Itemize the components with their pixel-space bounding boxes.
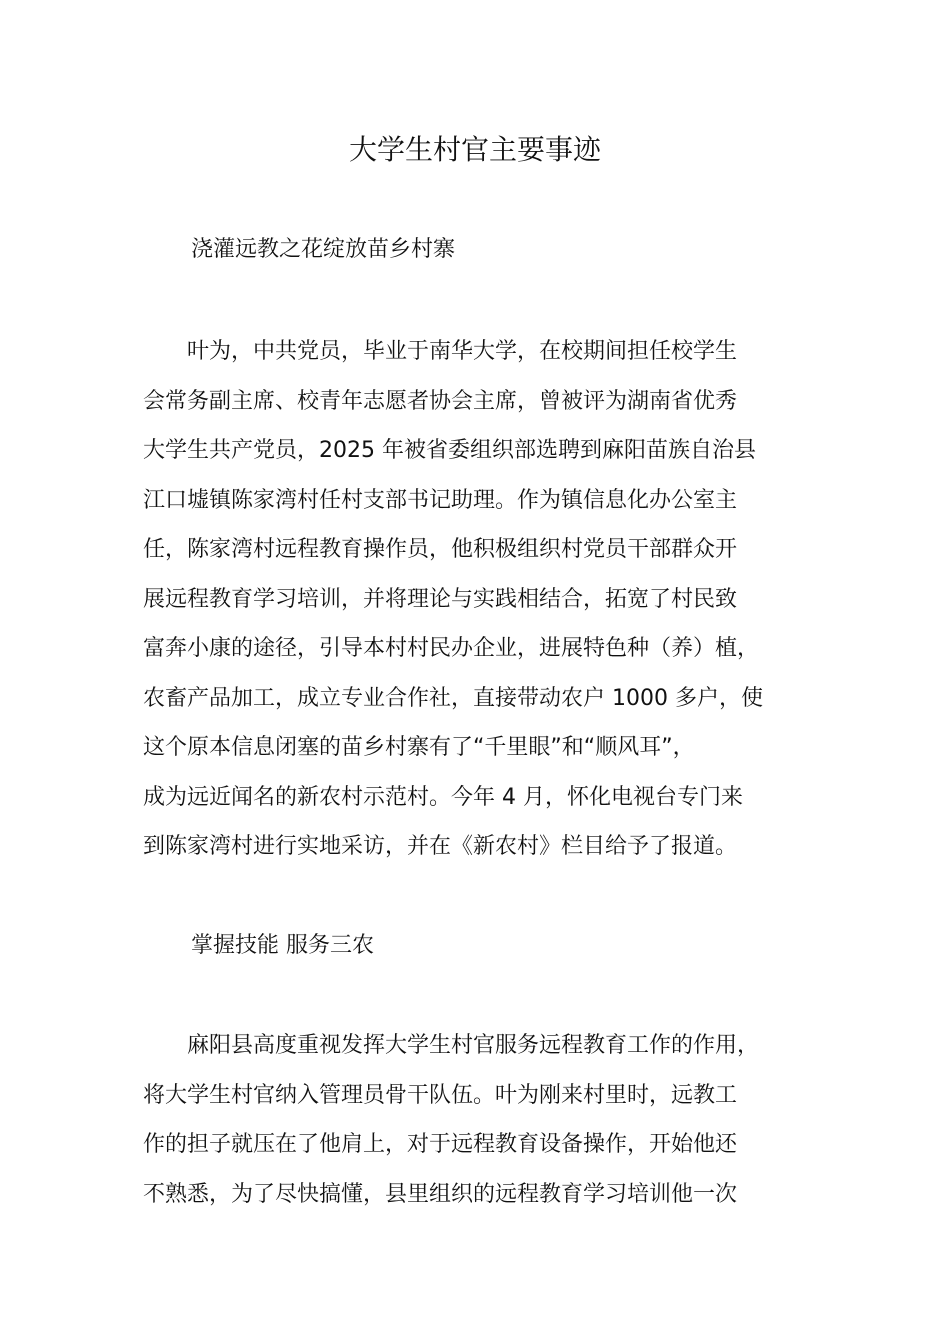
paragraph-line: 任，陈家湾村远程教育操作员，他积极组织村党员干部群众开 [143, 537, 738, 562]
paragraph-line: 叶为，中共党员，毕业于南华大学，在校期间担任校学生 [143, 339, 738, 364]
section-heading-1: 浇灌远教之花绽放苗乡村寨 [191, 237, 456, 262]
document-title: 大学生村官主要事迹 [348, 133, 601, 166]
paragraph-line: 富奔小康的途径，引导本村村民办企业，进展特色种（养）植， [143, 636, 760, 661]
paragraph-line: 不熟悉，为了尽快搞懂，县里组织的远程教育学习培训他一次 [143, 1181, 738, 1207]
paragraph-2 [143, 1021, 759, 1219]
paragraph-1 [143, 327, 763, 872]
paragraph-line: 展远程教育学习培训，并将理论与实践相结合，拓宽了村民致 [143, 586, 738, 612]
paragraph-line: 成为远近闻名的新农村示范村。今年 4 月，怀化电视台专门来 [143, 784, 743, 810]
paragraph-line: 江口墟镇陈家湾村任村支部书记助理。作为镇信息化办公室主 [143, 487, 738, 513]
paragraph-line: 农畜产品加工，成立专业合作社，直接带动农户 1000 多户，使 [143, 685, 763, 711]
paragraph-line: 这个原本信息闭塞的苗乡村寨有了“千里眼”和“顺风耳”， [143, 735, 695, 760]
paragraph-line: 会常务副主席、校青年志愿者协会主席，曾被评为湖南省优秀 [143, 388, 738, 414]
paragraph-line: 麻阳县高度重视发挥大学生村官服务远程教育工作的作用， [143, 1033, 760, 1058]
section-heading-2: 掌握技能 服务三农 [191, 933, 374, 958]
paragraph-line: 将大学生村官纳入管理员骨干队伍。叶为刚来村里时，远教工 [143, 1082, 738, 1108]
paragraph-line: 作的担子就压在了他肩上，对于远程教育设备操作，开始他还 [143, 1132, 738, 1157]
paragraph-line: 大学生共产党员，2025 年被省委组织部选聘到麻阳苗族自治县 [143, 438, 756, 463]
paragraph-line: 到陈家湾村进行实地采访，并在《新农村》栏目给予了报道。 [143, 834, 738, 859]
